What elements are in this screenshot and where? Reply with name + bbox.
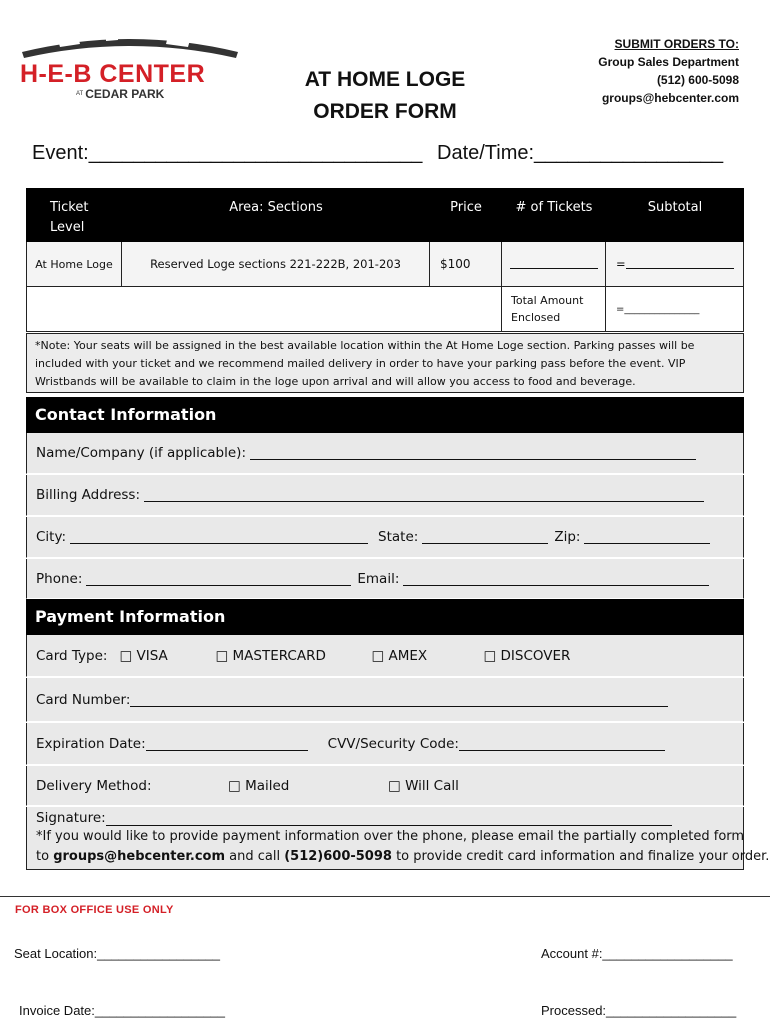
state-input[interactable]: [422, 530, 548, 544]
card-option-label: AMEX: [388, 647, 428, 664]
card-type-row: [26, 635, 744, 677]
box-office-heading: FOR BOX OFFICE USE ONLY: [15, 904, 174, 916]
phone-input[interactable]: [86, 572, 351, 586]
payment-heading: Payment Information: [26, 599, 744, 635]
submit-phone: (512) 600-5098: [656, 73, 739, 87]
processed-field[interactable]: Processed:__________________: [541, 1003, 737, 1018]
phone-note-email[interactable]: groups@hebcenter.com: [53, 849, 225, 864]
submit-heading: SUBMIT ORDERS TO:: [614, 37, 739, 51]
card-option-visa[interactable]: [119, 648, 215, 664]
form-title-line1: AT HOME LOGE: [304, 68, 466, 91]
signature-label: Signature:: [36, 810, 106, 826]
total-label: Total Amount Enclosed: [502, 287, 606, 331]
zip-input[interactable]: [584, 530, 710, 544]
header-num-tickets: # of Tickets: [515, 200, 593, 215]
delivery-option-will-call[interactable]: [388, 778, 459, 794]
phone-note-text: and call: [225, 849, 285, 864]
phone-email-row: [26, 559, 744, 599]
cvv-label: CVV/Security Code:: [327, 735, 459, 752]
delivery-label: Delivery Method:: [36, 777, 152, 794]
billing-address-label: Billing Address:: [36, 487, 140, 503]
row-ticket-level: At Home Loge: [27, 242, 122, 286]
checkbox-icon: □: [119, 647, 133, 664]
header-subtotal: Subtotal: [647, 200, 703, 215]
header-ticket-level: Ticket Level: [50, 200, 89, 235]
expiration-input[interactable]: [146, 737, 308, 751]
card-number-input[interactable]: [130, 693, 668, 707]
seat-location-field[interactable]: Seat Location:_________________: [14, 946, 221, 961]
phone-note-line1: *If you would like to provide payment information over the phone, please email the partially completed form: [36, 829, 745, 844]
checkbox-icon: □: [483, 647, 497, 664]
delivery-option-mailed[interactable]: [228, 778, 388, 794]
table-header: [26, 188, 744, 242]
expiration-cvv-row: [26, 723, 744, 765]
zip-label: Zip:: [554, 529, 581, 545]
signature-row: [36, 807, 743, 826]
signature-block: [26, 807, 770, 870]
row-subtotal[interactable]: [606, 242, 743, 286]
checkbox-icon: □: [388, 777, 401, 794]
logo-sub-text: CEDAR PARK: [85, 87, 165, 101]
header-area-sections: Area: Sections: [229, 200, 323, 215]
account-number-field[interactable]: Account #:__________________: [541, 946, 733, 961]
logo-at-text: AT: [76, 91, 84, 97]
card-option-label: MASTERCARD: [232, 647, 326, 664]
name-company-row: [26, 433, 744, 474]
signature-input[interactable]: [106, 812, 672, 826]
card-option-amex[interactable]: [371, 648, 483, 664]
row-subtotal-prefix: =: [616, 257, 626, 271]
datetime-field[interactable]: Date/Time:_________________: [437, 142, 724, 164]
row-price: $100: [430, 242, 502, 286]
form-title-line2: ORDER FORM: [313, 100, 457, 123]
card-type-label: Card Type:: [36, 647, 108, 664]
name-company-label: Name/Company (if applicable):: [36, 445, 247, 461]
form-title: [290, 64, 480, 128]
checkbox-icon: □: [371, 647, 385, 664]
table-total-row: [26, 287, 744, 332]
checkbox-icon: □: [215, 647, 229, 664]
heb-center-logo: [18, 30, 243, 105]
submit-info: [598, 35, 739, 107]
phone-note-phone: (512)600-5098: [284, 849, 392, 864]
city-label: City:: [36, 529, 67, 545]
email-input[interactable]: [403, 572, 709, 586]
phone-label: Phone:: [36, 570, 83, 587]
total-value-field[interactable]: =_______________: [616, 303, 700, 315]
delivery-option-label: Mailed: [245, 777, 290, 794]
card-number-row: [26, 678, 744, 722]
logo-subline: [76, 87, 164, 101]
delivery-method-row: [26, 766, 744, 806]
invoice-date-field[interactable]: Invoice Date:__________________: [19, 1003, 226, 1018]
total-blank-cell: [27, 287, 502, 331]
billing-address-input[interactable]: [144, 488, 704, 502]
box-office-divider: [0, 896, 770, 897]
city-state-zip-row: [26, 517, 744, 558]
row-num-tickets[interactable]: [502, 242, 606, 286]
card-option-label: DISCOVER: [500, 647, 571, 664]
submit-dept: Group Sales Department: [598, 55, 739, 69]
billing-address-row: [26, 475, 744, 516]
event-field[interactable]: Event:______________________________: [32, 142, 423, 164]
phone-note-line2: [36, 847, 770, 867]
contact-heading: Contact Information: [26, 397, 744, 433]
seating-note: *Note: Your seats will be assigned in the best available location within the At Home Loge section. Parking passes will be included with your ticket and we recommend mailed delivery in order to have your parking pass before the event. VIP Wristbands will be available to claim in the loge upon arrival and will allow you access to food and beverage.: [26, 333, 744, 393]
logo-main-text: H-E-B CENTER: [20, 60, 206, 88]
phone-note-text: to: [36, 849, 54, 864]
card-option-label: VISA: [136, 647, 168, 664]
cvv-input[interactable]: [459, 737, 665, 751]
delivery-option-label: Will Call: [405, 777, 459, 794]
state-label: State:: [378, 529, 419, 545]
table-row: [26, 242, 744, 287]
card-number-label: Card Number:: [36, 691, 131, 708]
order-table: [26, 188, 744, 332]
card-option-discover[interactable]: [483, 648, 570, 664]
phone-note-text: to provide credit card information and finalize your order.: [391, 849, 770, 864]
phone-payment-note: [36, 827, 770, 867]
expiration-label: Expiration Date:: [36, 735, 146, 752]
email-label: Email:: [357, 570, 400, 587]
card-option-mastercard[interactable]: [215, 648, 371, 664]
checkbox-icon: □: [228, 777, 241, 794]
city-input[interactable]: [70, 530, 368, 544]
name-company-input[interactable]: [250, 446, 696, 460]
row-area: Reserved Loge sections 221-222B, 201-203: [122, 242, 430, 286]
submit-email[interactable]: groups@hebcenter.com: [601, 91, 739, 105]
header-price: Price: [450, 200, 482, 215]
